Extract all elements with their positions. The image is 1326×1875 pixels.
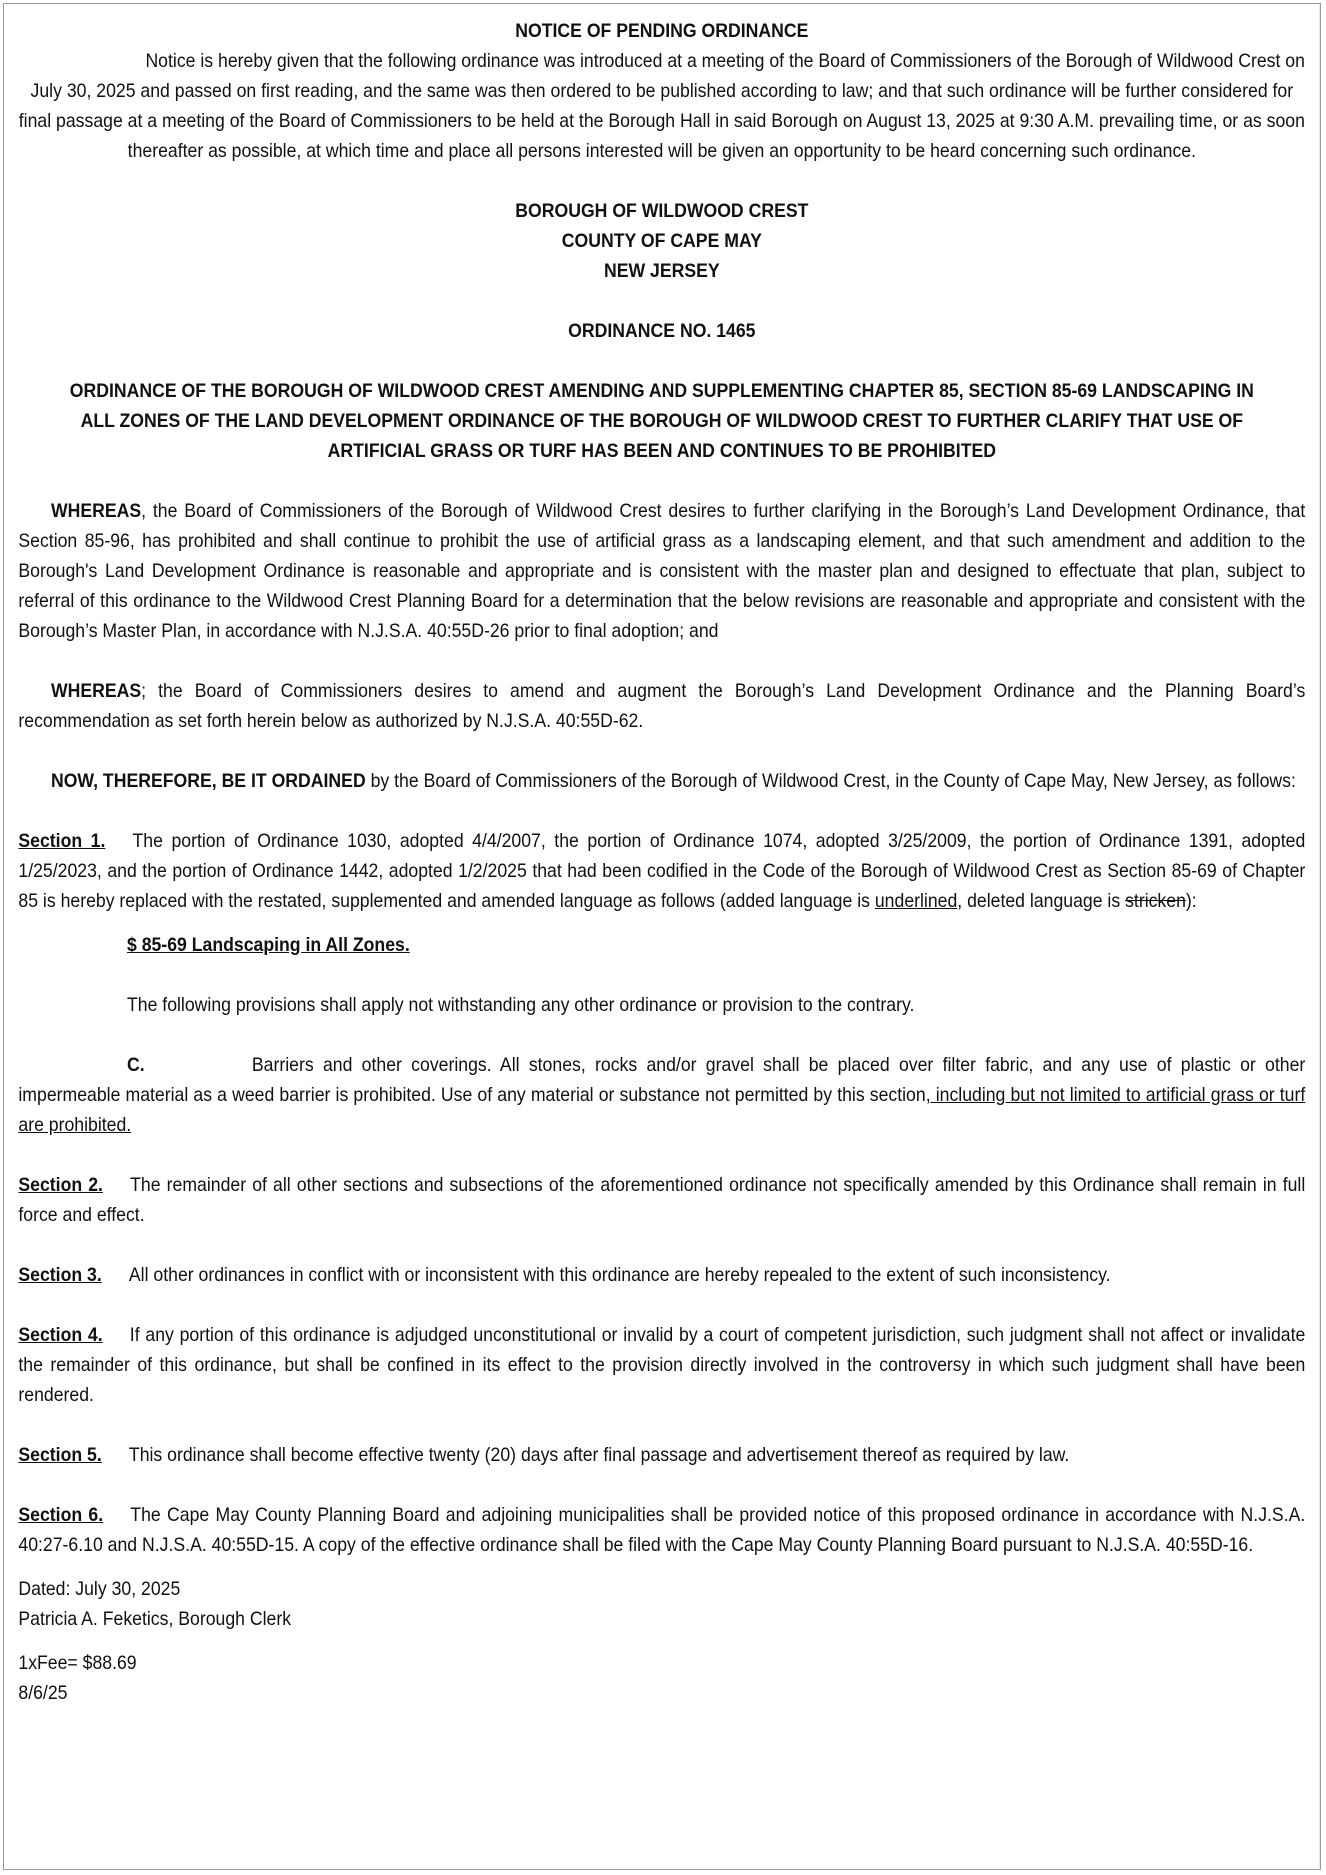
ordinance-title: ORDINANCE OF THE BOROUGH OF WILDWOOD CREST AMENDING AND SUPPLEMENTING CHAPTER 85, SECTION 85-69 LANDSCAPING IN ALL ZONES OF THE LAND DEVELOPMENT ORDINANCE OF THE BOROUGH OF WILDWOOD CREST TO FURTHER CLARIFY THAT USE OF ARTIFICIAL GRASS OR TURF HAS BEEN AND CONTINUES TO BE PROHIBITED [69,380,1254,462]
section-5 [18,1440,1305,1470]
whereas-lead-2: WHEREAS [50,680,142,702]
fee-line: 1xFee= $88.69 [18,1652,137,1674]
section-5-text: This ordinance shall become effective twenty (20) days after final passage and advertisement thereof as required by law. [128,1444,1070,1466]
ordained-lead: NOW, THEREFORE, BE IT ORDAINED [50,770,366,792]
county-heading: COUNTY OF CAPE MAY [561,230,762,252]
ordained-paragraph [18,766,1305,796]
section-4-text: If any portion of this ordinance is adjudged unconstitutional or invalid by a court of competent jurisdiction, such judgment shall not affect or invalidate the remainder of this ordinance, but shall be confined in its effect to the provision directly involved in the controversy in which such judgment shall have been rendered. [18,1324,1306,1406]
code-heading: $ 85-69 Landscaping in All Zones. [126,934,410,956]
section-6-label: Section 6. [18,1504,104,1526]
section-5-label: Section 5. [18,1444,102,1466]
section-1-end: ): [1185,890,1197,912]
code-c-label: C. [126,1054,145,1076]
notice-body-text: Notice is hereby given that the following ordinance was introduced at a meeting of the Board of Commissioners of the Borough of Wildwood Crest on July 30, 2025 and passed on first reading, and the same was then ordered to be published according to law; and that such ordinance will be further considered for final passage at a meeting of the Board of Commissioners to be held at the Borough Hall in said Borough on August 13, 2025 at 9:30 A.M. prevailing time, or as soon thereafter as possible, at which time and place all persons interested will be given an opportunity to be heard concerning such ordinance. [18,50,1305,162]
section-1-text: The portion of Ordinance 1030, adopted 4/4/2007, the portion of Ordinance 1074, adopted 3/25/2009, the portion of Ordinance 1391, adopted 1/25/2023, and the portion of Ordinance 1442, adopted 1/2/2025 that had been codified in the Code of the Borough of Wildwood Crest as Section 85-69 of Chapter 85 is hereby replaced with the restated, supplemented and amended language as follows (added language is [18,830,1306,912]
stricken-example: stricken [1125,890,1186,912]
section-2-text: The remainder of all other sections and subsections of the aforementioned ordinance not specifically amended by this Ordinance shall remain in full force and effect. [18,1174,1306,1226]
legal-notice [3,3,1321,1870]
section-1 [18,826,1305,916]
ordinance-number: ORDINANCE NO. 1465 [568,320,756,342]
section-3 [18,1260,1305,1290]
section-3-label: Section 3. [18,1264,102,1286]
notice-body [18,46,1305,166]
whereas-paragraph-1 [18,496,1305,646]
whereas-paragraph-2 [18,676,1305,736]
borough-heading: BOROUGH OF WILDWOOD CREST [515,200,809,222]
dated-line: Dated: July 30, 2025 [18,1578,181,1600]
state-heading: NEW JERSEY [603,260,720,282]
whereas-text-2: ; the Board of Commissioners desires to amend and augment the Borough’s Land Development Ordinance and the Planning Board’s recommendation as set forth herein below as authorized by N.J.S.A. 40:55D-62. [18,680,1306,732]
clerk-signature: Patricia A. Feketics, Borough Clerk [18,1608,292,1630]
section-4 [18,1320,1305,1410]
notice-title: NOTICE OF PENDING ORDINANCE [515,20,809,42]
section-3-text: All other ordinances in conflict with or inconsistent with this ordinance are hereby repealed to the extent of such inconsistency. [128,1264,1111,1286]
code-intro: The following provisions shall apply not withstanding any other ordinance or provision to the contrary. [126,994,915,1016]
section-6 [18,1500,1305,1560]
underlined-example: underlined [874,890,958,912]
publication-date: 8/6/25 [18,1682,68,1704]
code-subsection-c [18,1050,1305,1140]
section-6-text: The Cape May County Planning Board and adjoining municipalities shall be provided notice of this proposed ordinance in accordance with N.J.S.A. 40:27-6.10 and N.J.S.A. 40:55D-15. A copy of the effective ordinance shall be filed with the Cape May County Planning Board pursuant to N.J.S.A. 40:55D-16. [18,1504,1306,1556]
ordained-text: by the Board of Commissioners of the Borough of Wildwood Crest, in the County of Cape May, New Jersey, as follows: [365,770,1296,792]
whereas-lead-1: WHEREAS [50,500,142,522]
section-1-mid: , deleted language is [957,890,1126,912]
section-2-label: Section 2. [18,1174,103,1196]
code-c-added: , including but not limited to artificial grass or turf are prohibited. [18,1084,1306,1136]
whereas-text-1: , the Board of Commissioners of the Borough of Wildwood Crest desires to further clarifying in the Borough’s Land Development Ordinance, that Section 85-96, has prohibited and shall continue to prohibit the use of artificial grass as a landscaping element, and that such amendment and addition to the Borough's Land Development Ordinance is reasonable and appropriate and is consistent with the master plan and designed to effectuate that plan, subject to referral of this ordinance to the Wildwood Crest Planning Board for a determination that the below revisions are reasonable and appropriate and consistent with the Borough’s Master Plan, in accordance with N.J.S.A. 40:55D-26 prior to final adoption; and [18,500,1306,642]
section-4-label: Section 4. [18,1324,103,1346]
section-2 [18,1170,1305,1230]
code-c-text: Barriers and other coverings. All stones, rocks and/or gravel shall be placed over filter fabric, and any use of plastic or other impermeable material as a weed barrier is prohibited. Use of any material or substance not permitted by this section [18,1054,1306,1106]
section-1-label: Section 1. [18,830,106,852]
